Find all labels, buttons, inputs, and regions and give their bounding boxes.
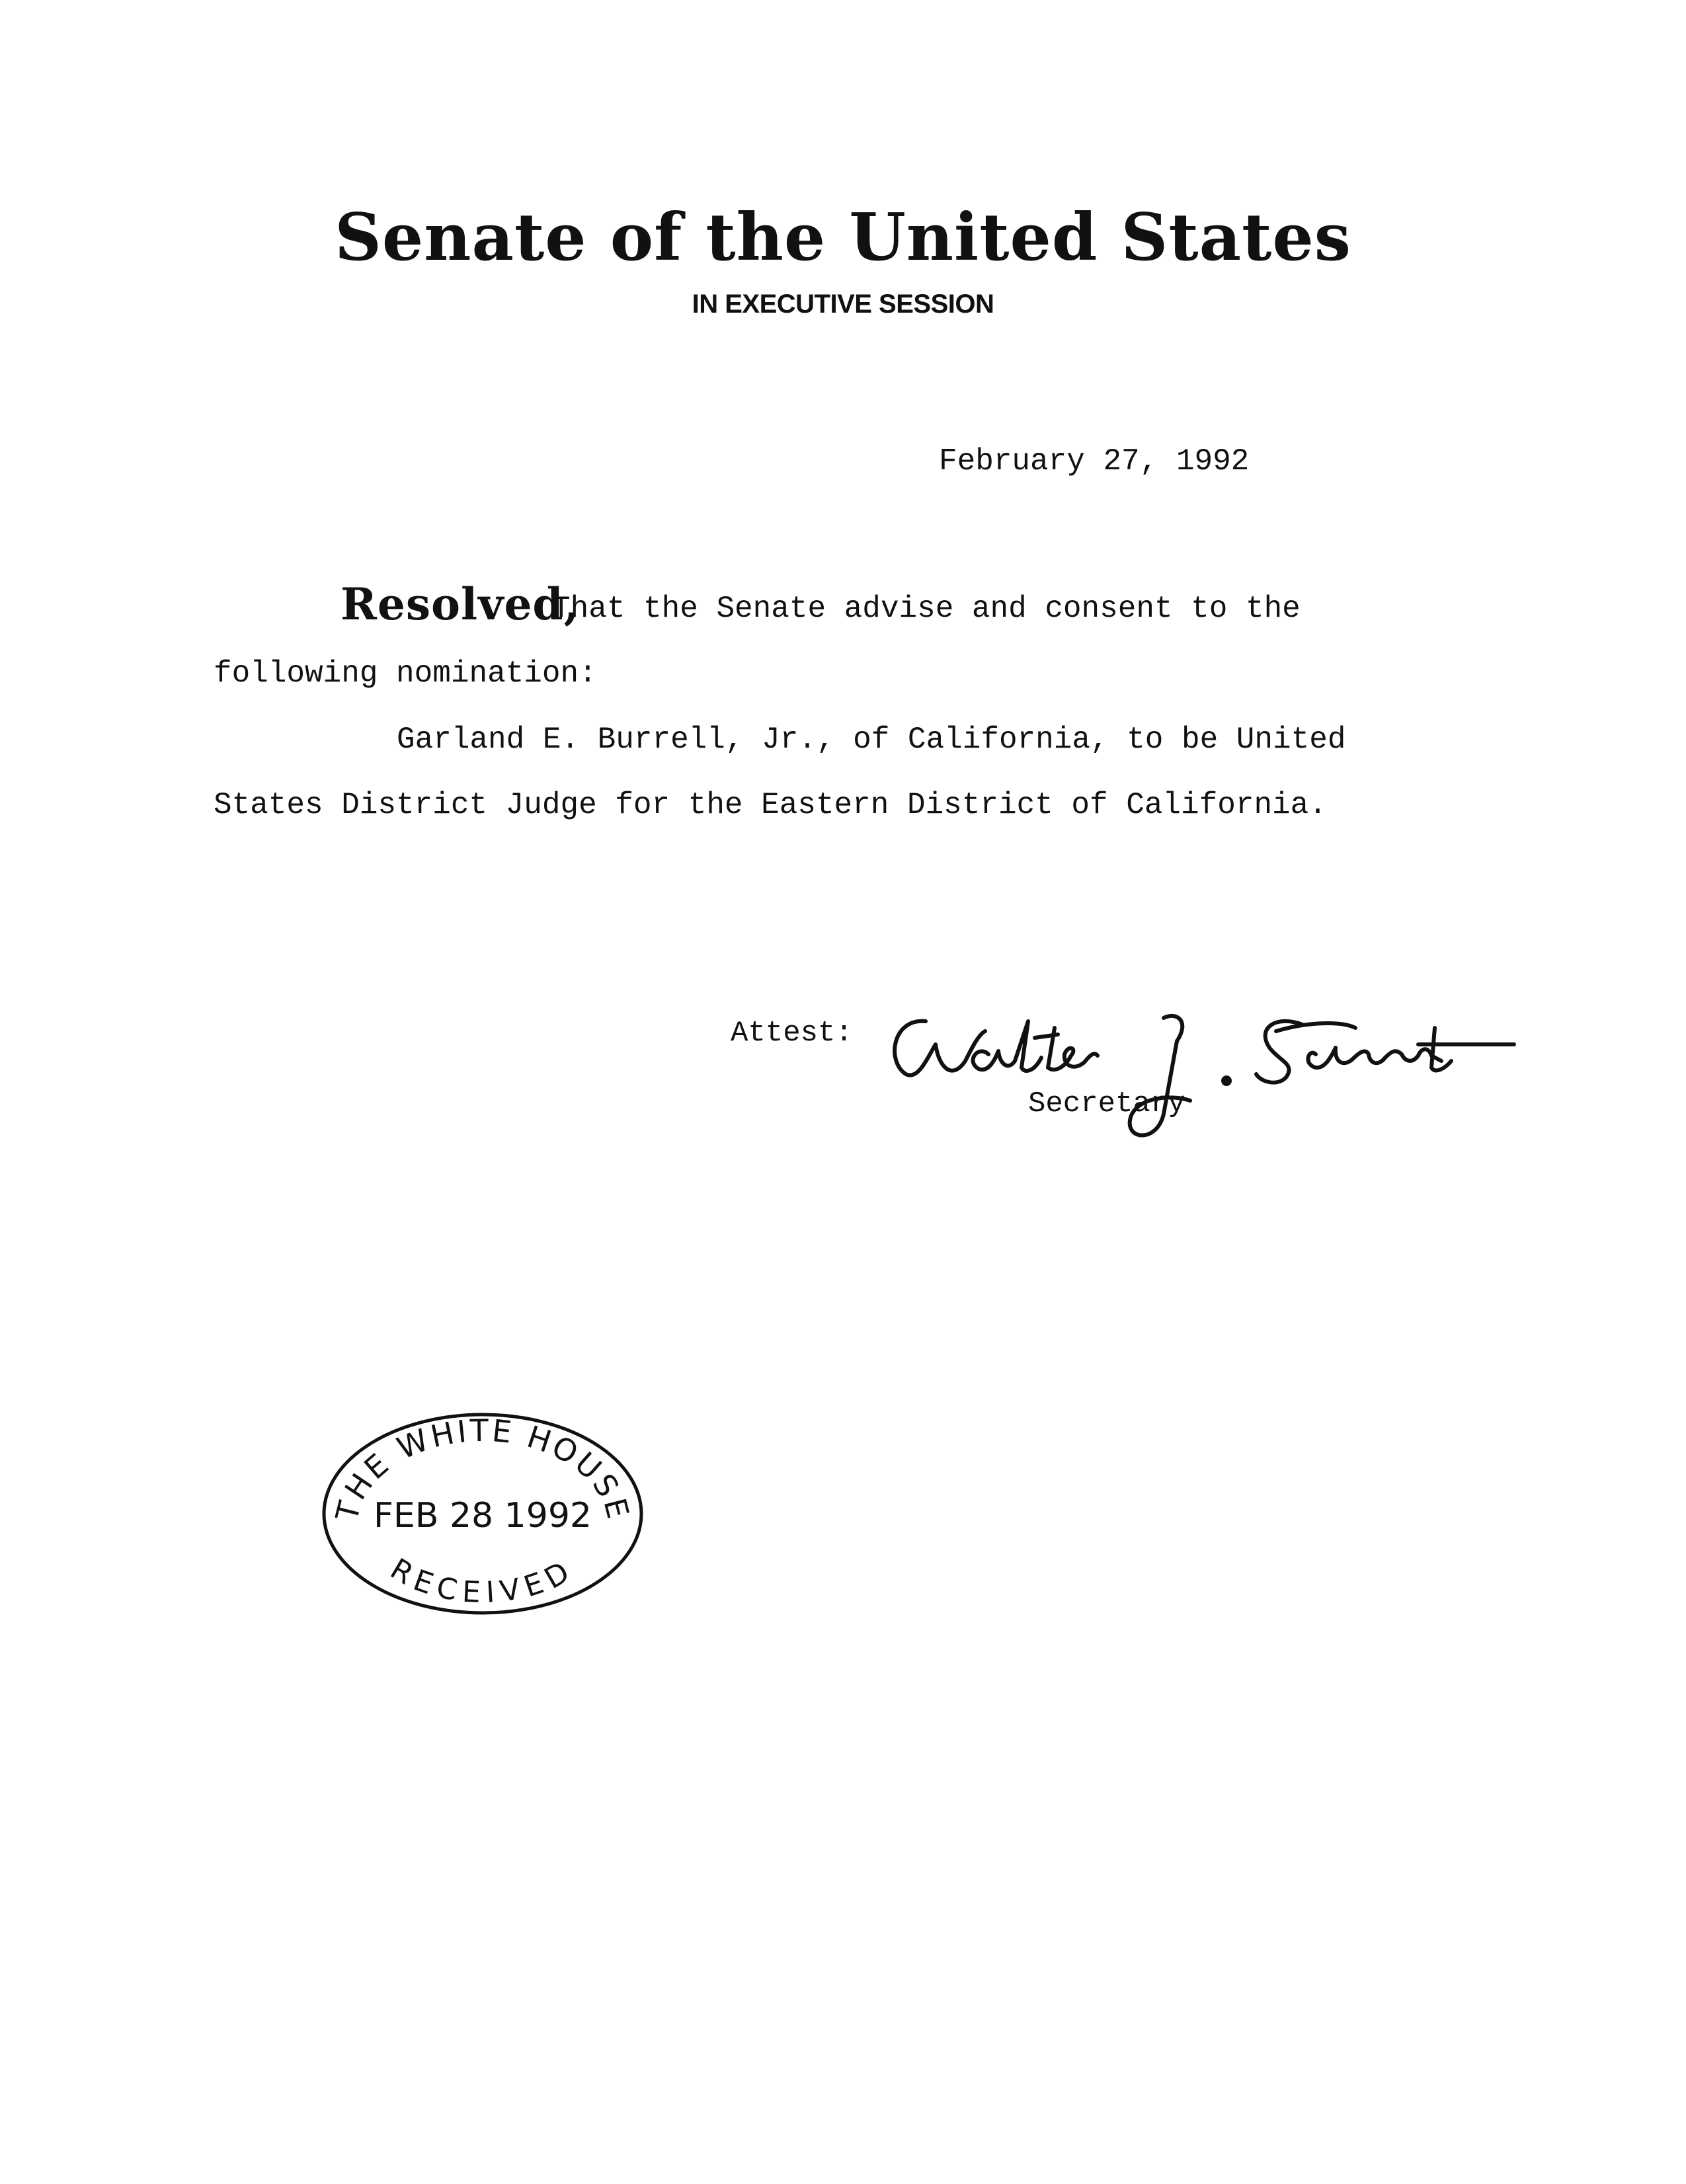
resolution-line-1: That the Senate advise and consent to the — [552, 592, 1301, 626]
stamp-top-text: THE WHITE HOUSE — [329, 1412, 637, 1525]
signature — [879, 982, 1527, 1153]
attest-title: Secretary — [1028, 1087, 1185, 1120]
stamp-date: FEB 28 1992 — [373, 1496, 592, 1536]
resolution-line-2: following nomination: — [214, 656, 597, 691]
nomination-line-1: Garland E. Burrell, Jr., of California, to be United — [397, 722, 1346, 757]
stamp-bottom-text: RECEIVED — [384, 1551, 581, 1610]
nomination-line-2: States District Judge for the Eastern District of California. — [214, 788, 1327, 822]
letterhead-title: Senate of the United States — [335, 200, 1351, 276]
attest-label: Attest: — [731, 1017, 853, 1050]
svg-text:RECEIVED — [385, 1552, 581, 1610]
letterhead — [0, 198, 1686, 319]
resolved-word: Resolved, — [341, 578, 580, 630]
letterhead-subtitle: IN EXECUTIVE SESSION — [692, 290, 994, 319]
document-date: February 27, 1992 — [939, 444, 1250, 479]
white-house-received-stamp — [311, 1401, 655, 1626]
